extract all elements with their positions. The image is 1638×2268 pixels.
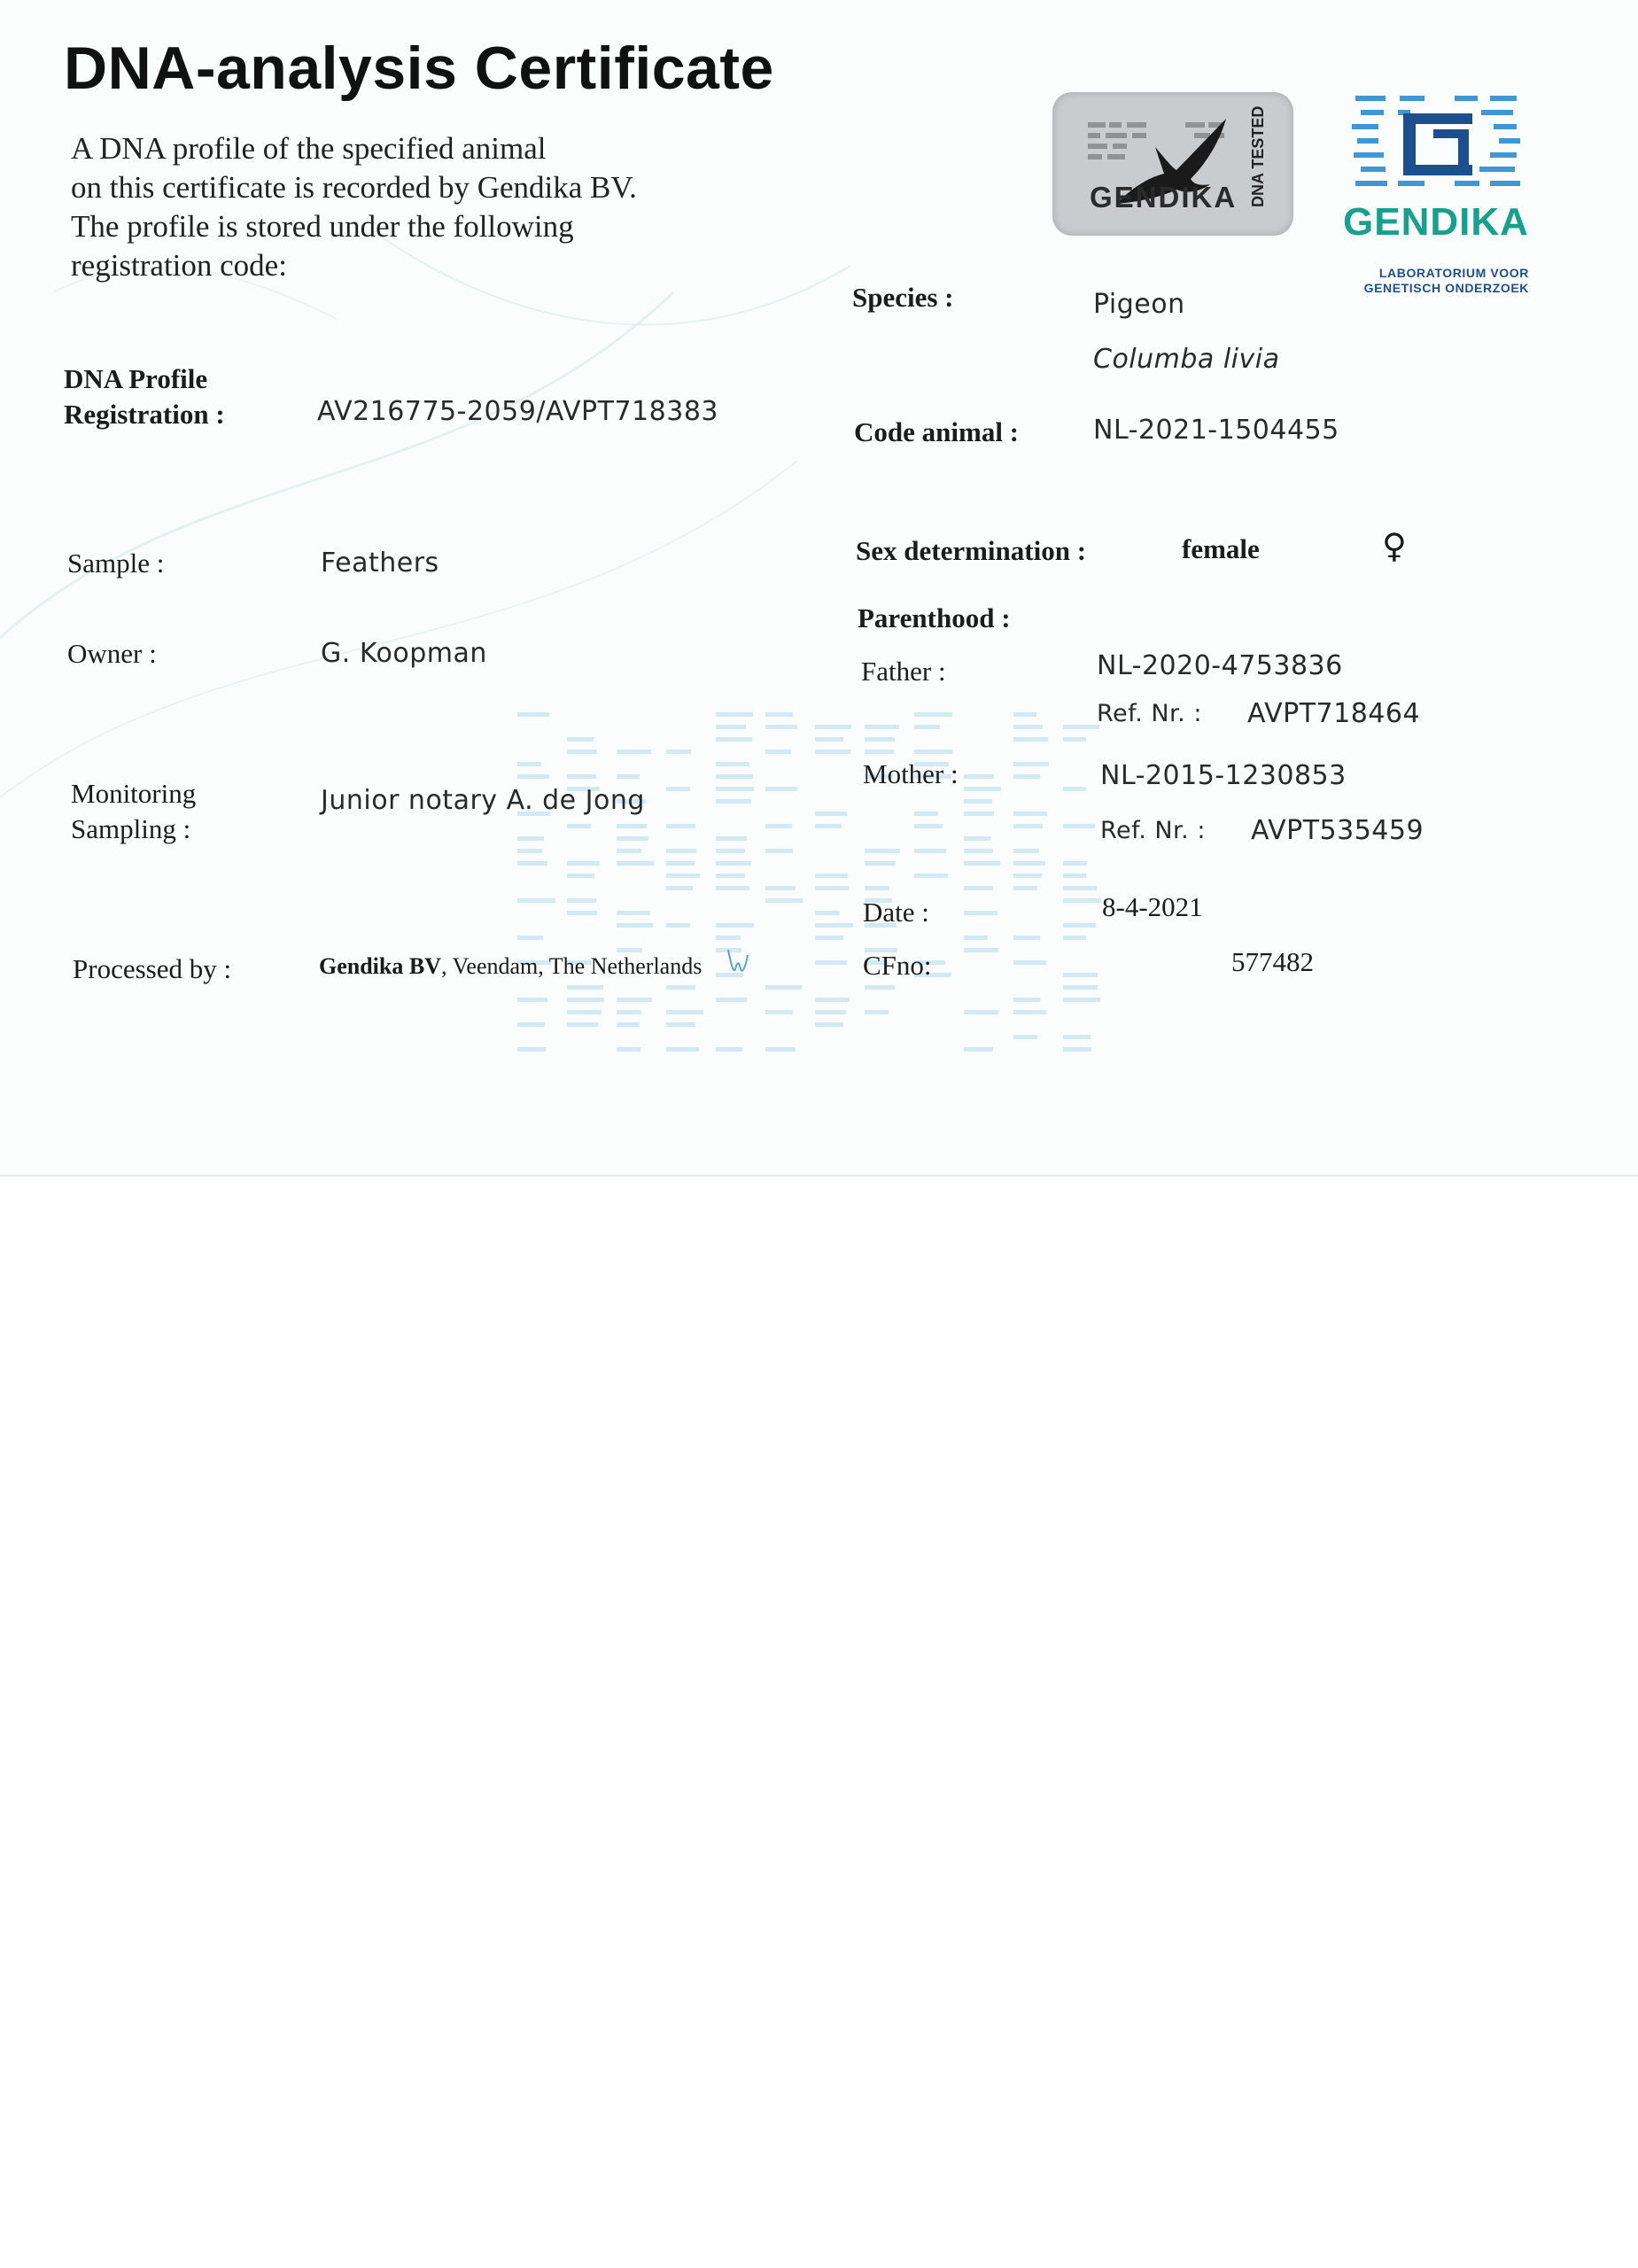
parenthood-label: Parenthood : [858, 602, 1011, 633]
cfno-value: 577482 [1231, 946, 1314, 977]
logo-tagline-line: LABORATORIUM VOOR [1378, 266, 1529, 280]
registration-label [64, 361, 225, 432]
registration-code: AV216775-2059/AVPT718383 [317, 396, 718, 427]
registration-label-line: Registration : [64, 399, 225, 430]
processed-location: , Veendam, The Netherlands [441, 953, 703, 979]
seal-dna-tested: DNA TESTED [1249, 105, 1267, 207]
date-value: 8-4-2021 [1102, 891, 1203, 922]
intro-line: The profile is stored under the following [71, 209, 574, 244]
mother-ref: AVPT535459 [1251, 815, 1425, 846]
dna-watermark [514, 709, 1134, 1072]
father-ring: NL-2020-4753836 [1097, 650, 1343, 681]
signature-mark [725, 943, 751, 978]
sex-value: female [1182, 533, 1260, 564]
intro-paragraph [71, 129, 637, 285]
monitoring-value: Junior notary A. de Jong [321, 785, 645, 816]
species-label: Species : [852, 282, 954, 313]
owner-label: Owner : [67, 638, 157, 669]
logo-name: GENDIKA [1343, 200, 1529, 244]
mother-ref-label: Ref. Nr. : [1100, 817, 1206, 844]
processed-label: Processed by : [73, 953, 232, 984]
sex-label: Sex determination : [856, 535, 1087, 566]
owner-value: G. Koopman [321, 638, 487, 669]
logo-tagline-line: GENETISCH ONDERZOEK [1363, 281, 1529, 295]
cfno-label: CFno: [863, 950, 932, 981]
sample-value: Feathers [321, 548, 439, 579]
species-common: Pigeon [1093, 289, 1185, 320]
dna-tested-seal [1052, 92, 1293, 236]
monitoring-label [71, 776, 196, 847]
seal-brand: GENDIKA [1090, 181, 1238, 214]
code-animal-label: Code animal : [854, 416, 1019, 447]
monitoring-label-line: Sampling : [71, 813, 191, 844]
mother-label: Mother : [863, 758, 959, 789]
species-latin: Columba livia [1093, 344, 1280, 375]
father-ref: AVPT718464 [1247, 698, 1421, 729]
female-symbol-icon: ♀ [1382, 526, 1407, 565]
monitoring-label-line: Monitoring [71, 778, 197, 809]
father-label: Father : [861, 656, 946, 687]
intro-line: registration code: [71, 248, 287, 283]
date-label: Date : [863, 897, 929, 928]
mother-ring: NL-2015-1230853 [1100, 760, 1347, 791]
processed-company: Gendika BV [319, 953, 441, 979]
logo-tagline [1345, 266, 1529, 296]
code-animal-value: NL-2021-1504455 [1093, 415, 1339, 446]
certificate-title: DNA-analysis Certificate [64, 35, 774, 102]
father-ref-label: Ref. Nr. : [1097, 700, 1202, 727]
sample-label: Sample : [67, 548, 165, 579]
intro-line: on this certificate is recorded by Gendika BV. [71, 170, 637, 205]
registration-label-line: DNA Profile [64, 363, 208, 394]
dna-bars-icon [1348, 90, 1525, 195]
intro-line: A DNA profile of the specified animal [71, 131, 547, 166]
processed-value [319, 953, 702, 980]
